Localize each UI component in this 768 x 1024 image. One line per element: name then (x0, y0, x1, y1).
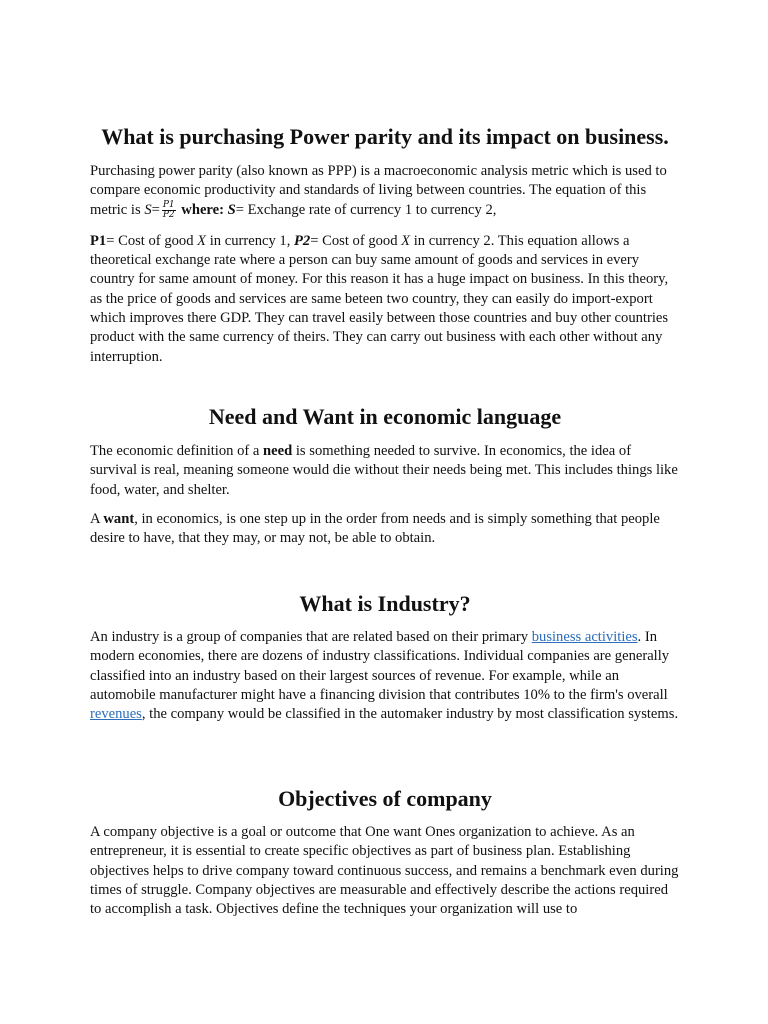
want-text-a: A (90, 510, 104, 527)
p1-label: P1 (90, 232, 107, 249)
section-objectives-body (90, 823, 680, 919)
want-text-c: , in economics, is one step up in the order from needs and is simply something that people desire to have, that they may, or may not, be able to obtain. (90, 510, 660, 547)
fraction-denominator: P2 (162, 209, 175, 220)
want-term: want (103, 510, 135, 527)
section-need-want-body (90, 442, 680, 548)
paragraph-want (90, 510, 680, 549)
good-x-1: X (197, 232, 207, 249)
business-activities-link[interactable]: business activities (531, 629, 638, 645)
where-s: S (227, 201, 236, 218)
paragraph-ppp-detail (90, 232, 680, 367)
section-ppp (90, 123, 680, 151)
section-ppp-body (90, 162, 680, 367)
p2-label: P2 (294, 232, 311, 249)
ppp-detail-text: in currency 2. This equation allows a theoretical exchange rate where a person can buy same amount of goods and services in every country for same amount of money. For this reason it has a huge impact on business. In this theory, as the price of goods and services are same beteen two country, they can easily do import-export which improves there GDP. They can travel easily between those countries and buy other countries product with the same currency of theirs. They can carry out business with each other without any interruption. (90, 232, 669, 365)
heading-ppp: What is purchasing Power parity and its impact on business. (101, 124, 669, 149)
fraction-numerator: P1 (162, 199, 175, 210)
equation-s: S (144, 201, 152, 218)
paragraph-industry (90, 628, 680, 724)
industry-text-a: An industry is a group of companies that are related based on their primary (90, 629, 532, 645)
section-need-want (90, 403, 680, 431)
section-industry (90, 590, 680, 618)
ppp-intro-text: Purchasing power parity (also known as PPP) is a macroeconomic analysis metric which is used to compare economic productivity and standards of living between countries. The equation of this metric is (90, 163, 667, 218)
paragraph-ppp-intro (90, 162, 680, 220)
section-objectives (90, 785, 680, 813)
p1-definition: = Cost of good (106, 232, 198, 249)
industry-text-c: , the company would be classified in the automaker industry by most classification systems. (141, 706, 679, 723)
where-label: where: (181, 201, 224, 218)
currency-1-text: in currency 1, (206, 232, 295, 249)
where-definition: = Exchange rate of currency 1 to currency 2, (235, 201, 497, 218)
need-text-a: The economic definition of a (90, 443, 264, 459)
heading-need-want: Need and Want in economic language (208, 404, 562, 429)
revenues-link[interactable]: revenues (90, 706, 142, 723)
p2-definition: = Cost of good (310, 232, 402, 249)
paragraph-need (90, 442, 680, 500)
industry-text-b: . In modern economies, there are dozens of industry classifications. Individual companies are generally classified into an industry based on their largest sources of revenue. For example, while an automobile manufacturer might have a financing division that contributes 10% to the firm's overall (90, 629, 670, 703)
paragraph-objectives: A company objective is a goal or outcome that One want Ones organization to achieve. As an entrepreneur, it is essential to create specific objectives as part of business plan. Establishing objectives helps to drive company toward continuous success, and remains a benchmark even during times of struggle. Company objectives are measurable and effectively describe the actions required to accomplish a task. Objectives define the techniques your organization will use to (90, 824, 679, 918)
need-term: need (263, 443, 293, 459)
heading-industry: What is Industry? (299, 591, 471, 616)
equation-fraction (162, 201, 176, 220)
good-x-2: X (401, 232, 411, 249)
section-industry-body (90, 628, 680, 724)
equation-equals: = (151, 201, 160, 218)
heading-objectives: Objectives of company (278, 786, 492, 811)
need-text-c: is something needed to survive. In economics, the idea of survival is real, meaning someone would die without their needs being met. This includes things like food, water, and shelter. (90, 443, 678, 498)
